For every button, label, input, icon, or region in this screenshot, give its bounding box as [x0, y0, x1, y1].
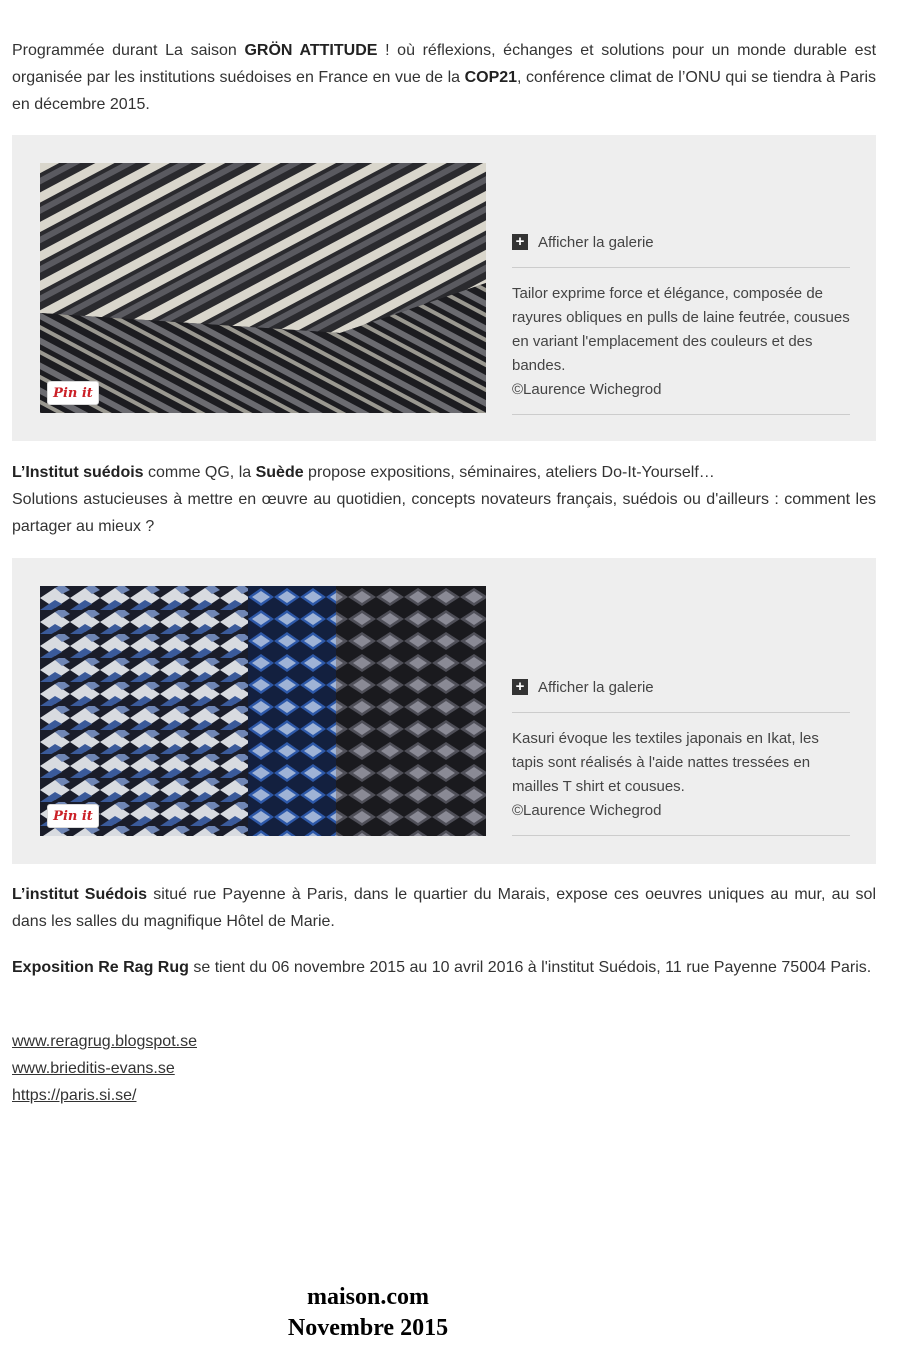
location-paragraph: [12, 881, 876, 935]
intro-text-2: ! où réflexions, échanges et solutions pour un monde durable est organisée par les institutions suédoises en France en vue de la: [12, 42, 877, 86]
pin-it-button[interactable]: Pin it: [47, 804, 99, 828]
exposition-bold-title: Exposition Re Rag Rug: [12, 959, 189, 976]
link-brieditis-evans[interactable]: www.brieditis-evans.se: [12, 1060, 175, 1077]
gallery-box-kasuri: [12, 558, 876, 864]
intro-bold-saison: GRÖN ATTITUDE: [244, 42, 378, 59]
tailor-rug-image: [40, 163, 486, 413]
photo-credit: ©Laurence Wichegrod: [512, 381, 662, 398]
caption-text: Tailor exprime force et élégance, composée de rayures obliques en pulls de laine feutrée, cousues en variant l'emplacement des couleurs et des bandes.: [512, 285, 850, 374]
show-gallery-label: Afficher la galerie: [538, 233, 654, 251]
external-links: [12, 1028, 197, 1109]
link-paris-si[interactable]: https://paris.si.se/: [12, 1087, 137, 1104]
exposition-text: se tient du 06 novembre 2015 au 10 avril 2016 à l'institut Suédois, 11 rue Payenne 75004 Paris.: [188, 959, 872, 976]
photo-caption: [512, 727, 850, 836]
tailor-rug-photo[interactable]: [40, 163, 486, 413]
institut-text-1: comme QG, la: [143, 464, 256, 481]
exposition-paragraph: [12, 954, 876, 981]
photo-credit: ©Laurence Wichegrod: [512, 802, 662, 819]
plus-icon: +: [512, 234, 528, 250]
gallery-side-tailor: [512, 231, 850, 415]
show-gallery-link[interactable]: [512, 676, 850, 713]
institut-text-2: propose expositions, séminaires, ateliers Do-It-Yourself…: [303, 464, 715, 481]
location-bold-name: L’institut Suédois: [12, 886, 148, 903]
institut-paragraph: [12, 459, 876, 540]
plus-icon: +: [512, 679, 528, 695]
kasuri-rug-image: [40, 586, 486, 836]
show-gallery-label: Afficher la galerie: [538, 678, 654, 696]
caption-text: Kasuri évoque les textiles japonais en Ikat, les tapis sont réalisés à l'aide nattes tressées en mailles T shirt et cousues.: [512, 730, 819, 795]
kasuri-rug-photo[interactable]: [40, 586, 486, 836]
photo-caption: [512, 282, 850, 415]
institut-text-3: Solutions astucieuses à mettre en œuvre au quotidien, concepts novateurs français, suédois ou d'ailleurs : comment les partager au mieux ?: [12, 491, 876, 535]
gallery-box-tailor: [12, 135, 876, 441]
footer-source: maison.com: [307, 1284, 429, 1310]
footer-date: Novembre 2015: [287, 1315, 449, 1341]
intro-paragraph: [12, 37, 876, 118]
gallery-side-kasuri: [512, 676, 850, 836]
institut-bold-suede: Suède: [255, 464, 304, 481]
location-text: situé rue Payenne à Paris, dans le quartier du Marais, expose ces oeuvres uniques au mur, au sol dans les salles du magnifique Hôtel de Marie.: [12, 886, 876, 930]
intro-bold-cop21: COP21: [464, 69, 518, 86]
intro-text-3: , conférence climat de l’ONU qui se tiendra à Paris en décembre 2015.: [12, 69, 877, 113]
show-gallery-link[interactable]: [512, 231, 850, 268]
pin-it-button[interactable]: Pin it: [47, 381, 99, 405]
intro-text-1: Programmée durant La saison: [12, 42, 245, 59]
source-footer: [218, 1282, 518, 1344]
link-reragrug[interactable]: www.reragrug.blogspot.se: [12, 1033, 197, 1050]
institut-bold-name: L’Institut suédois: [12, 464, 144, 481]
